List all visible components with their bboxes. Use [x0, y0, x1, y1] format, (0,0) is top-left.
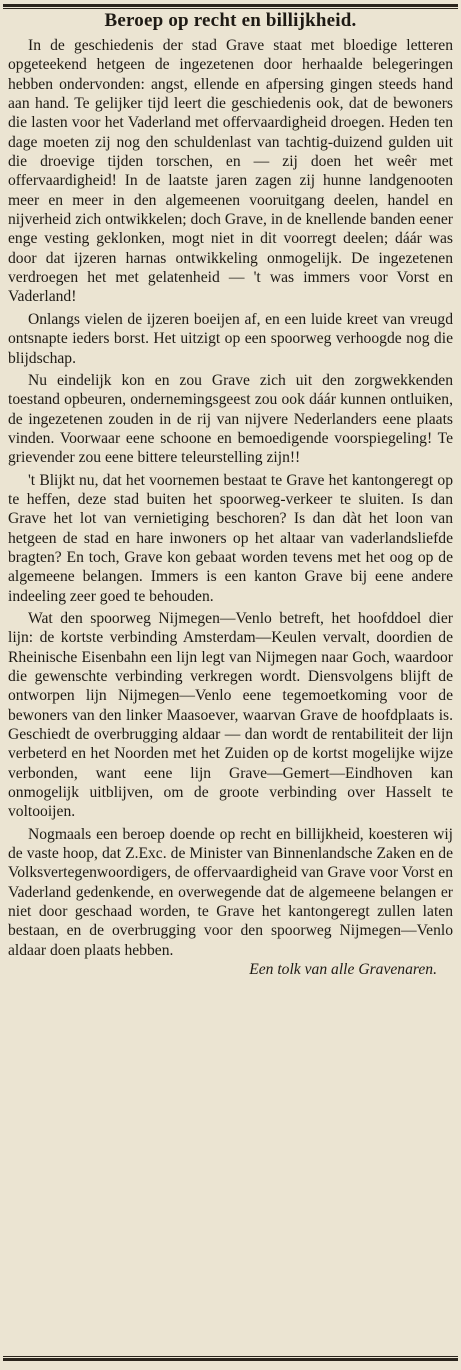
top-rule-thin	[3, 8, 458, 9]
paragraph-2: Onlangs vielen de ijzeren boeijen af, en een luide kreet van vreugd ontsnapte ieders borst. Het uitzigt op een spoorweg verhoogde nog die blijdschap.	[8, 310, 453, 367]
bottom-rule-thin	[3, 1356, 458, 1357]
paragraph-1: In de geschiedenis der stad Grave staat met bloedige letteren opgeteekend hetgeen de ingezetenen door herhaalde belegeringen hebben ondervonden: angst, ellende en afpersing gingen steeds hand aan hand. Te gelijker tijd leert die geschiedenis ook, dat de bewoners die lasten voor het Vaderland met offervaardigheid droegen. Heden ten dage moeten zij nog den schuldenlast van tachtig-duizend gulden uit die droevige tijden torschen, en — zij doen het weêr met offervaardigheid! In de laatste jaren zagen zij hunne landgenooten meer en meer in den algemeenen vooruitgang deelen, handel en nijverheid zich ontwikkelen; doch Grave, in de knellende banden eener enge vesting geklonken, mogt niet in dit voorregt deelen; dáár was door dat ijzeren harnas ontwikkeling onmogelijk. De ingezetenen verdroegen het met gelatenheid — 't was immers voor Vorst en Vaderland!	[8, 37, 453, 306]
signature: Een tolk van alle Gravenaren.	[249, 961, 437, 979]
paragraph-4: 't Blijkt nu, dat het voornemen bestaat te Grave het kantongeregt op te heffen, deze stad buiten het spoorweg-verkeer te sluiten. Is dan Grave het lot van vernietiging beschoren? Is dan dàt het loon van hetgeen de stad en hare inwoners op het altaar van vaderlandsliefde bragten? En toch, Grave kon gebaat worden tevens met het oog op de algemeene belangen. Immers is een kanton Grave bij eene andere indeeling zeer goed te behouden.	[8, 471, 453, 605]
paragraph-3: Nu eindelijk kon en zou Grave zich uit den zorgwekkenden toestand opbeuren, ondernemingsgeest zou ook dáár kunnen ontluiken, de ingezetenen zouden in de rij van nijvere Nederlanders eene plaats vinden. Voorwaar eene schoone en bemoedigende voorspiegeling! Te grievender zou eene bittere teleurstelling zijn!!	[8, 371, 453, 467]
article-body	[8, 36, 453, 980]
paragraph-6: Nogmaals een beroep doende op recht en billijkheid, koesteren wij de vaste hoop, dat Z.Exc. de Minister van Binnenlandsche Zaken en de Volksvertegenwoordigers, de offervaardigheid van Grave voor Vorst en Vaderland gedenkende, en overwegende dat de algemeene belangen er niet door geschaad worden, te Grave het kantongeregt zullen laten bestaan, en de overbrugging voor den spoorweg Nijmegen—Venlo aldaar doen plaats hebben.	[8, 825, 453, 959]
article-title: Beroep op recht en billijkheid.	[104, 10, 357, 31]
paragraph-5: Wat den spoorweg Nijmegen—Venlo betreft, het hoofddoel dier lijn: de kortste verbinding Amsterdam—Keulen vervalt, doordien de Rheinische Eisenbahn een lijn legt van Nijmegen naar Goch, waardoor die gewenschte verbinding verkregen wordt. Diensvolgens blijft de ontworpen lijn Nijmegen—Venlo eene tegemoetkoming voor de bewoners van den linker Maasoever, waarvan Grave de hoofdplaats is. Geschiedt de overbrugging aldaar — dan wordt de rentabiliteit der lijn verbeterd en het Noorden met het Zuiden op de kortst mogelijke wijze verbonden, want eene lijn Grave—Gemert—Eindhoven kan onmogelijk uitblijven, om de groote verbinding over Hasselt te voltooijen.	[8, 609, 453, 821]
bottom-rule	[3, 1358, 458, 1361]
top-rule	[3, 4, 458, 7]
